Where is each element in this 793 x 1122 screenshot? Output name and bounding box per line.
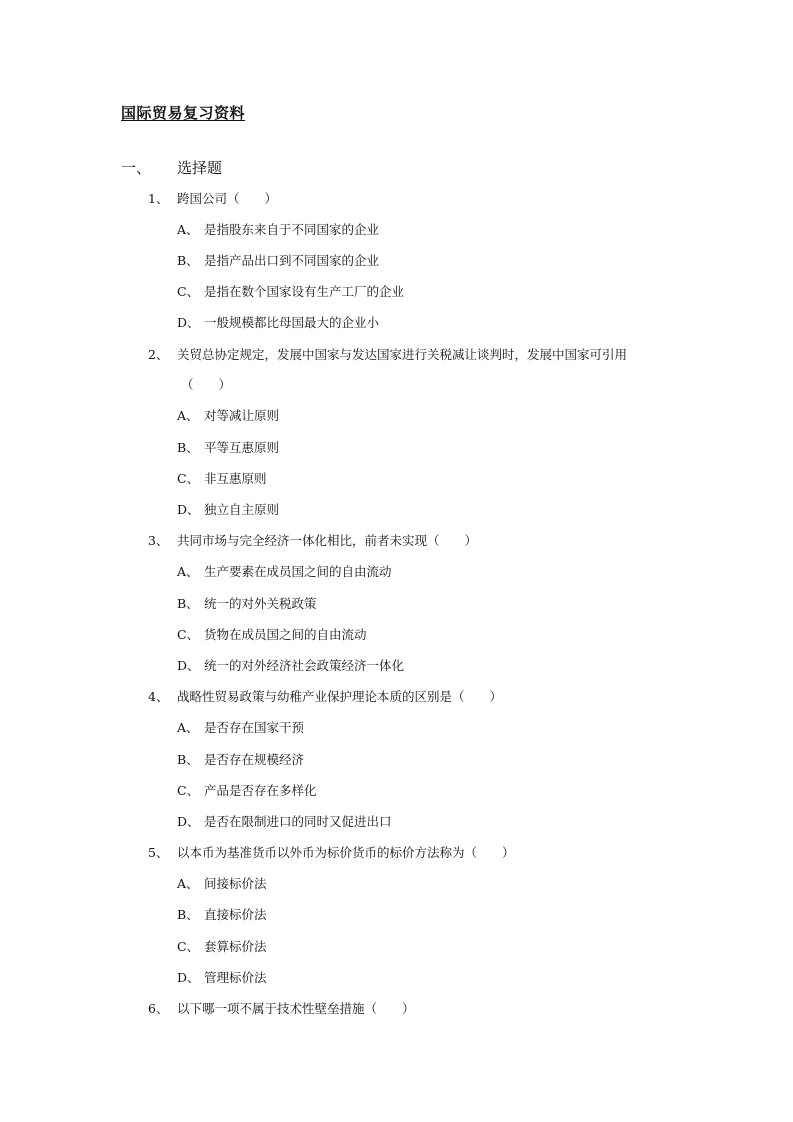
option-letter: C、: [177, 471, 200, 486]
option-letter: B、: [177, 596, 199, 611]
option-text: 非互惠原则: [204, 471, 267, 486]
option-letter: D、: [177, 502, 200, 517]
option-text: 生产要素在成员国之间的自由流动: [204, 564, 392, 579]
option-letter: B、: [177, 752, 199, 767]
option-text: 货物在成员国之间的自由流动: [204, 627, 367, 642]
document-title: 国际贸易复习资料: [121, 104, 246, 122]
question-number: 2、: [148, 347, 169, 362]
option-letter: D、: [177, 814, 200, 829]
option-text: 对等减让原则: [204, 408, 280, 423]
option-text: 是指产品出口到不同国家的企业: [204, 253, 380, 268]
question-text: 共同市场与完全经济一体化相比，前者未实现（ ）: [177, 533, 478, 548]
option-text: 统一的对外经济社会政策经济一体化: [204, 658, 405, 673]
option-text: 是否在限制进口的同时又促进出口: [204, 814, 392, 829]
option-text: 是指股东来自于不同国家的企业: [204, 222, 380, 237]
option-letter: B、: [177, 253, 199, 268]
option-letter: B、: [177, 440, 199, 455]
option-letter: D、: [177, 970, 200, 985]
option-text: 统一的对外关税政策: [204, 596, 317, 611]
option-text: 套算标价法: [204, 939, 267, 954]
option-letter: A、: [177, 720, 199, 735]
option-text: 是指在数个国家设有生产工厂的企业: [204, 284, 405, 299]
option-letter: C、: [177, 783, 200, 798]
question-text-continuation: （ ）: [181, 377, 232, 392]
section-number: 一、: [121, 159, 152, 177]
option-letter: C、: [177, 284, 200, 299]
question-number: 4、: [148, 689, 169, 704]
option-text: 间接标价法: [204, 876, 267, 891]
option-letter: C、: [177, 627, 200, 642]
option-letter: B、: [177, 907, 199, 922]
option-letter: A、: [177, 564, 199, 579]
option-text: 产品是否存在多样化: [204, 783, 317, 798]
option-text: 平等互惠原则: [204, 440, 280, 455]
option-letter: D、: [177, 658, 200, 673]
option-letter: A、: [177, 876, 199, 891]
question-number: 3、: [148, 533, 169, 548]
question-text: 战略性贸易政策与幼稚产业保护理论本质的区别是（ ）: [177, 689, 503, 704]
section-label: 选择题: [177, 159, 223, 177]
option-letter: A、: [177, 408, 199, 423]
question-text: 以本币为基准货币以外币为标价货币的标价方法称为（ ）: [177, 845, 515, 860]
question-text: 关贸总协定规定，发展中国家与发达国家进行关税减让谈判时，发展中国家可引用: [177, 347, 628, 362]
question-number: 1、: [148, 191, 169, 206]
option-letter: A、: [177, 222, 199, 237]
question-number: 5、: [148, 845, 169, 860]
option-letter: D、: [177, 315, 200, 330]
option-text: 独立自主原则: [204, 502, 280, 517]
option-text: 管理标价法: [204, 970, 267, 985]
question-text: 跨国公司（ ）: [177, 191, 278, 206]
question-number: 6、: [148, 1001, 169, 1016]
option-letter: C、: [177, 939, 200, 954]
option-text: 是否存在规模经济: [204, 752, 305, 767]
option-text: 一般规模都比母国最大的企业小: [204, 315, 380, 330]
option-text: 是否存在国家干预: [204, 720, 305, 735]
option-text: 直接标价法: [204, 907, 267, 922]
question-text: 以下哪一项不属于技术性壁垒措施（ ）: [177, 1001, 415, 1016]
